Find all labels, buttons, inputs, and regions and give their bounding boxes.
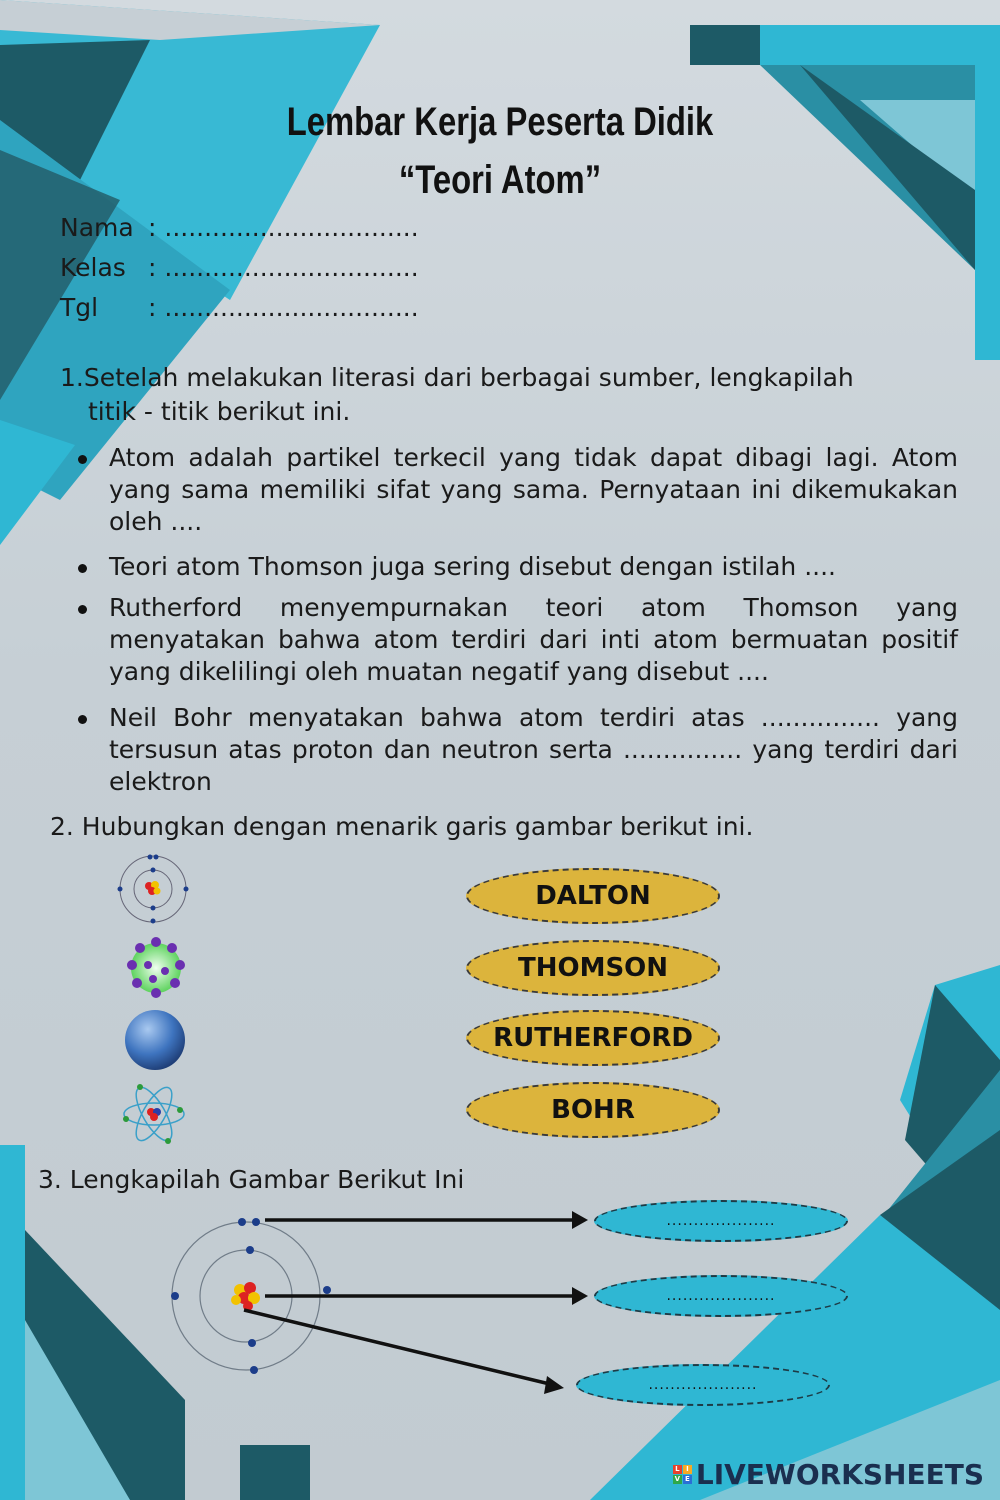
liveworksheets-icon: L I V E xyxy=(673,1465,692,1484)
brand-name: LIVEWORKSHEETS xyxy=(695,1458,984,1491)
date-label: Tgl xyxy=(60,293,99,322)
rutherford-model-image[interactable] xyxy=(120,1080,188,1148)
q1-intro-line1: Setelah melakukan literasi dari berbagai sumber, lengkapilah xyxy=(83,363,854,392)
answer-electron-blank[interactable]: .................... xyxy=(594,1200,848,1242)
q1-bullet-dalton[interactable] xyxy=(78,442,958,538)
q1-intro xyxy=(60,362,960,394)
class-blank: : ................................ xyxy=(148,253,419,282)
q1-intro-line2: titik - titik berikut ini. xyxy=(88,397,351,426)
q2-prompt: 2. Hubungkan dengan menarik garis gambar berikut ini. xyxy=(50,812,754,841)
q1-number: 1. xyxy=(60,363,84,392)
answer-nucleus-blank[interactable]: .................... xyxy=(594,1275,848,1317)
class-label: Kelas xyxy=(60,253,126,282)
pointer-arrows xyxy=(244,1220,580,1386)
q1-bullet-bohr[interactable] xyxy=(78,702,958,798)
option-dalton[interactable]: DALTON xyxy=(466,868,720,924)
q1-bullet-text: Teori atom Thomson juga sering disebut dengan istilah .... xyxy=(109,552,837,581)
answer-shell-blank[interactable]: .................... xyxy=(576,1364,830,1406)
name-blank: : ................................ xyxy=(148,213,419,242)
liveworksheets-logo[interactable] xyxy=(673,1458,984,1491)
atom-diagram xyxy=(160,1210,600,1400)
date-blank: : ................................ xyxy=(148,293,419,322)
option-rutherford[interactable]: RUTHERFORD xyxy=(466,1010,720,1066)
option-thomson[interactable]: THOMSON xyxy=(466,940,720,996)
q1-bullet-text: Neil Bohr menyatakan bahwa atom terdiri atas ............... yang tersusun atas proton dan neutron serta ............... yang terdiri dari elektron xyxy=(109,703,958,796)
name-label: Nama xyxy=(60,213,134,242)
q3-prompt: 3. Lengkapilah Gambar Berikut Ini xyxy=(38,1165,465,1194)
bullet-dot xyxy=(78,564,87,573)
worksheet-title: Lembar Kerja Peserta Didik xyxy=(286,100,714,144)
class-field[interactable] xyxy=(60,253,419,282)
bullet-dot xyxy=(78,715,87,724)
nucleus xyxy=(231,1282,260,1311)
arrow-heads xyxy=(544,1211,588,1394)
thomson-model-image[interactable] xyxy=(123,935,189,1001)
q1-bullet-text: Atom adalah partikel terkecil yang tidak dapat dibagi lagi. Atom yang sama memiliki sifat yang sama. Pernyataan ini dikemukakan oleh .... xyxy=(109,443,958,536)
name-field[interactable] xyxy=(60,213,419,242)
q1-bullet-rutherford[interactable] xyxy=(78,592,958,688)
dalton-model-image[interactable] xyxy=(123,1008,187,1072)
q1-bullet-thomson[interactable] xyxy=(78,551,958,583)
option-bohr[interactable]: BOHR xyxy=(466,1082,720,1138)
q1-bullet-text: Rutherford menyempurnakan teori atom Thomson yang menyatakan bahwa atom terdiri dari inti atom bermuatan positif yang dikelilingi oleh muatan negatif yang disebut .... xyxy=(109,593,958,686)
bohr-model-image[interactable] xyxy=(115,852,195,927)
bullet-dot xyxy=(78,455,87,464)
worksheet-subtitle: “Teori Atom” xyxy=(398,158,602,202)
date-field[interactable] xyxy=(60,293,419,322)
bullet-dot xyxy=(78,605,87,614)
